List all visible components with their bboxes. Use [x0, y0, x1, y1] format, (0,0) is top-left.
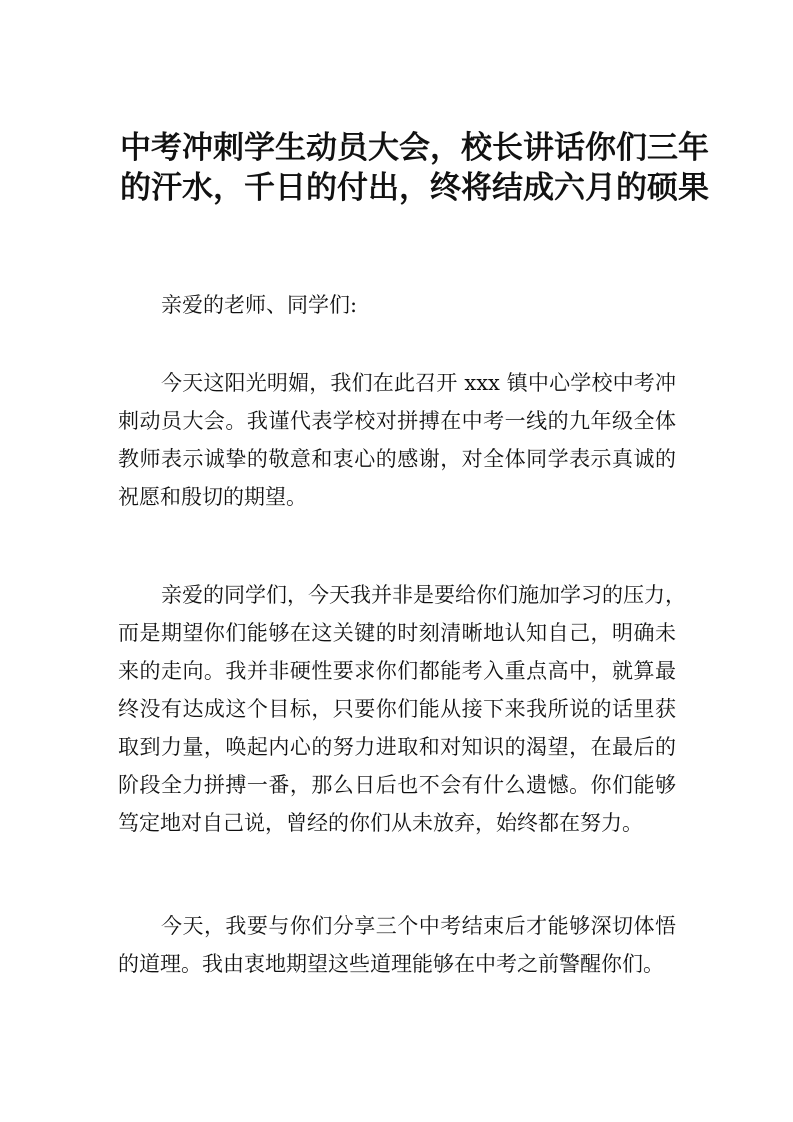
paragraph-line: 刺动员大会。我谨代表学校对拼搏在中考一线的九年级全体: [118, 409, 676, 433]
paragraph-line: 终没有达成这个目标，只要你们能从接下来我所说的话里获: [118, 697, 676, 721]
paragraph-line: 今天这阳光明媚，我们在此召开 xxx 镇中心学校中考冲: [161, 371, 676, 395]
paragraph-line: 笃定地对自己说，曾经的你们从未放弃，始终都在努力。: [118, 811, 643, 835]
paragraph-line: 祝愿和殷切的期望。: [118, 485, 307, 509]
document-title-line-2: 的汗水，千日的付出，终将结成六月的硕果: [120, 170, 709, 206]
paragraph-line: 取到力量，唤起内心的努力进取和对知识的渴望，在最后的: [118, 735, 676, 759]
paragraph-line: 今天，我要与你们分享三个中考结束后才能够深切体悟: [161, 914, 676, 938]
paragraph-line: 亲爱的同学们，今天我并非是要给你们施加学习的压力，: [161, 583, 686, 607]
paragraph-line: 而是期望你们能够在这关键的时刻清晰地认知自己，明确未: [118, 621, 676, 645]
paragraph-line: 的道理。我由衷地期望这些道理能够在中考之前警醒你们。: [118, 952, 664, 976]
paragraph-line: 阶段全力拼搏一番，那么日后也不会有什么遗憾。你们能够: [118, 773, 676, 797]
paragraph-line: 来的走向。我并非硬性要求你们都能考入重点高中，就算最: [118, 659, 676, 683]
document-title-line-1: 中考冲刺学生动员大会，校长讲话你们三年: [120, 130, 709, 166]
paragraph-line: 教师表示诚挚的敬意和衷心的感谢，对全体同学表示真诚的: [118, 447, 676, 471]
greeting: 亲爱的老师、同学们:: [161, 293, 358, 317]
